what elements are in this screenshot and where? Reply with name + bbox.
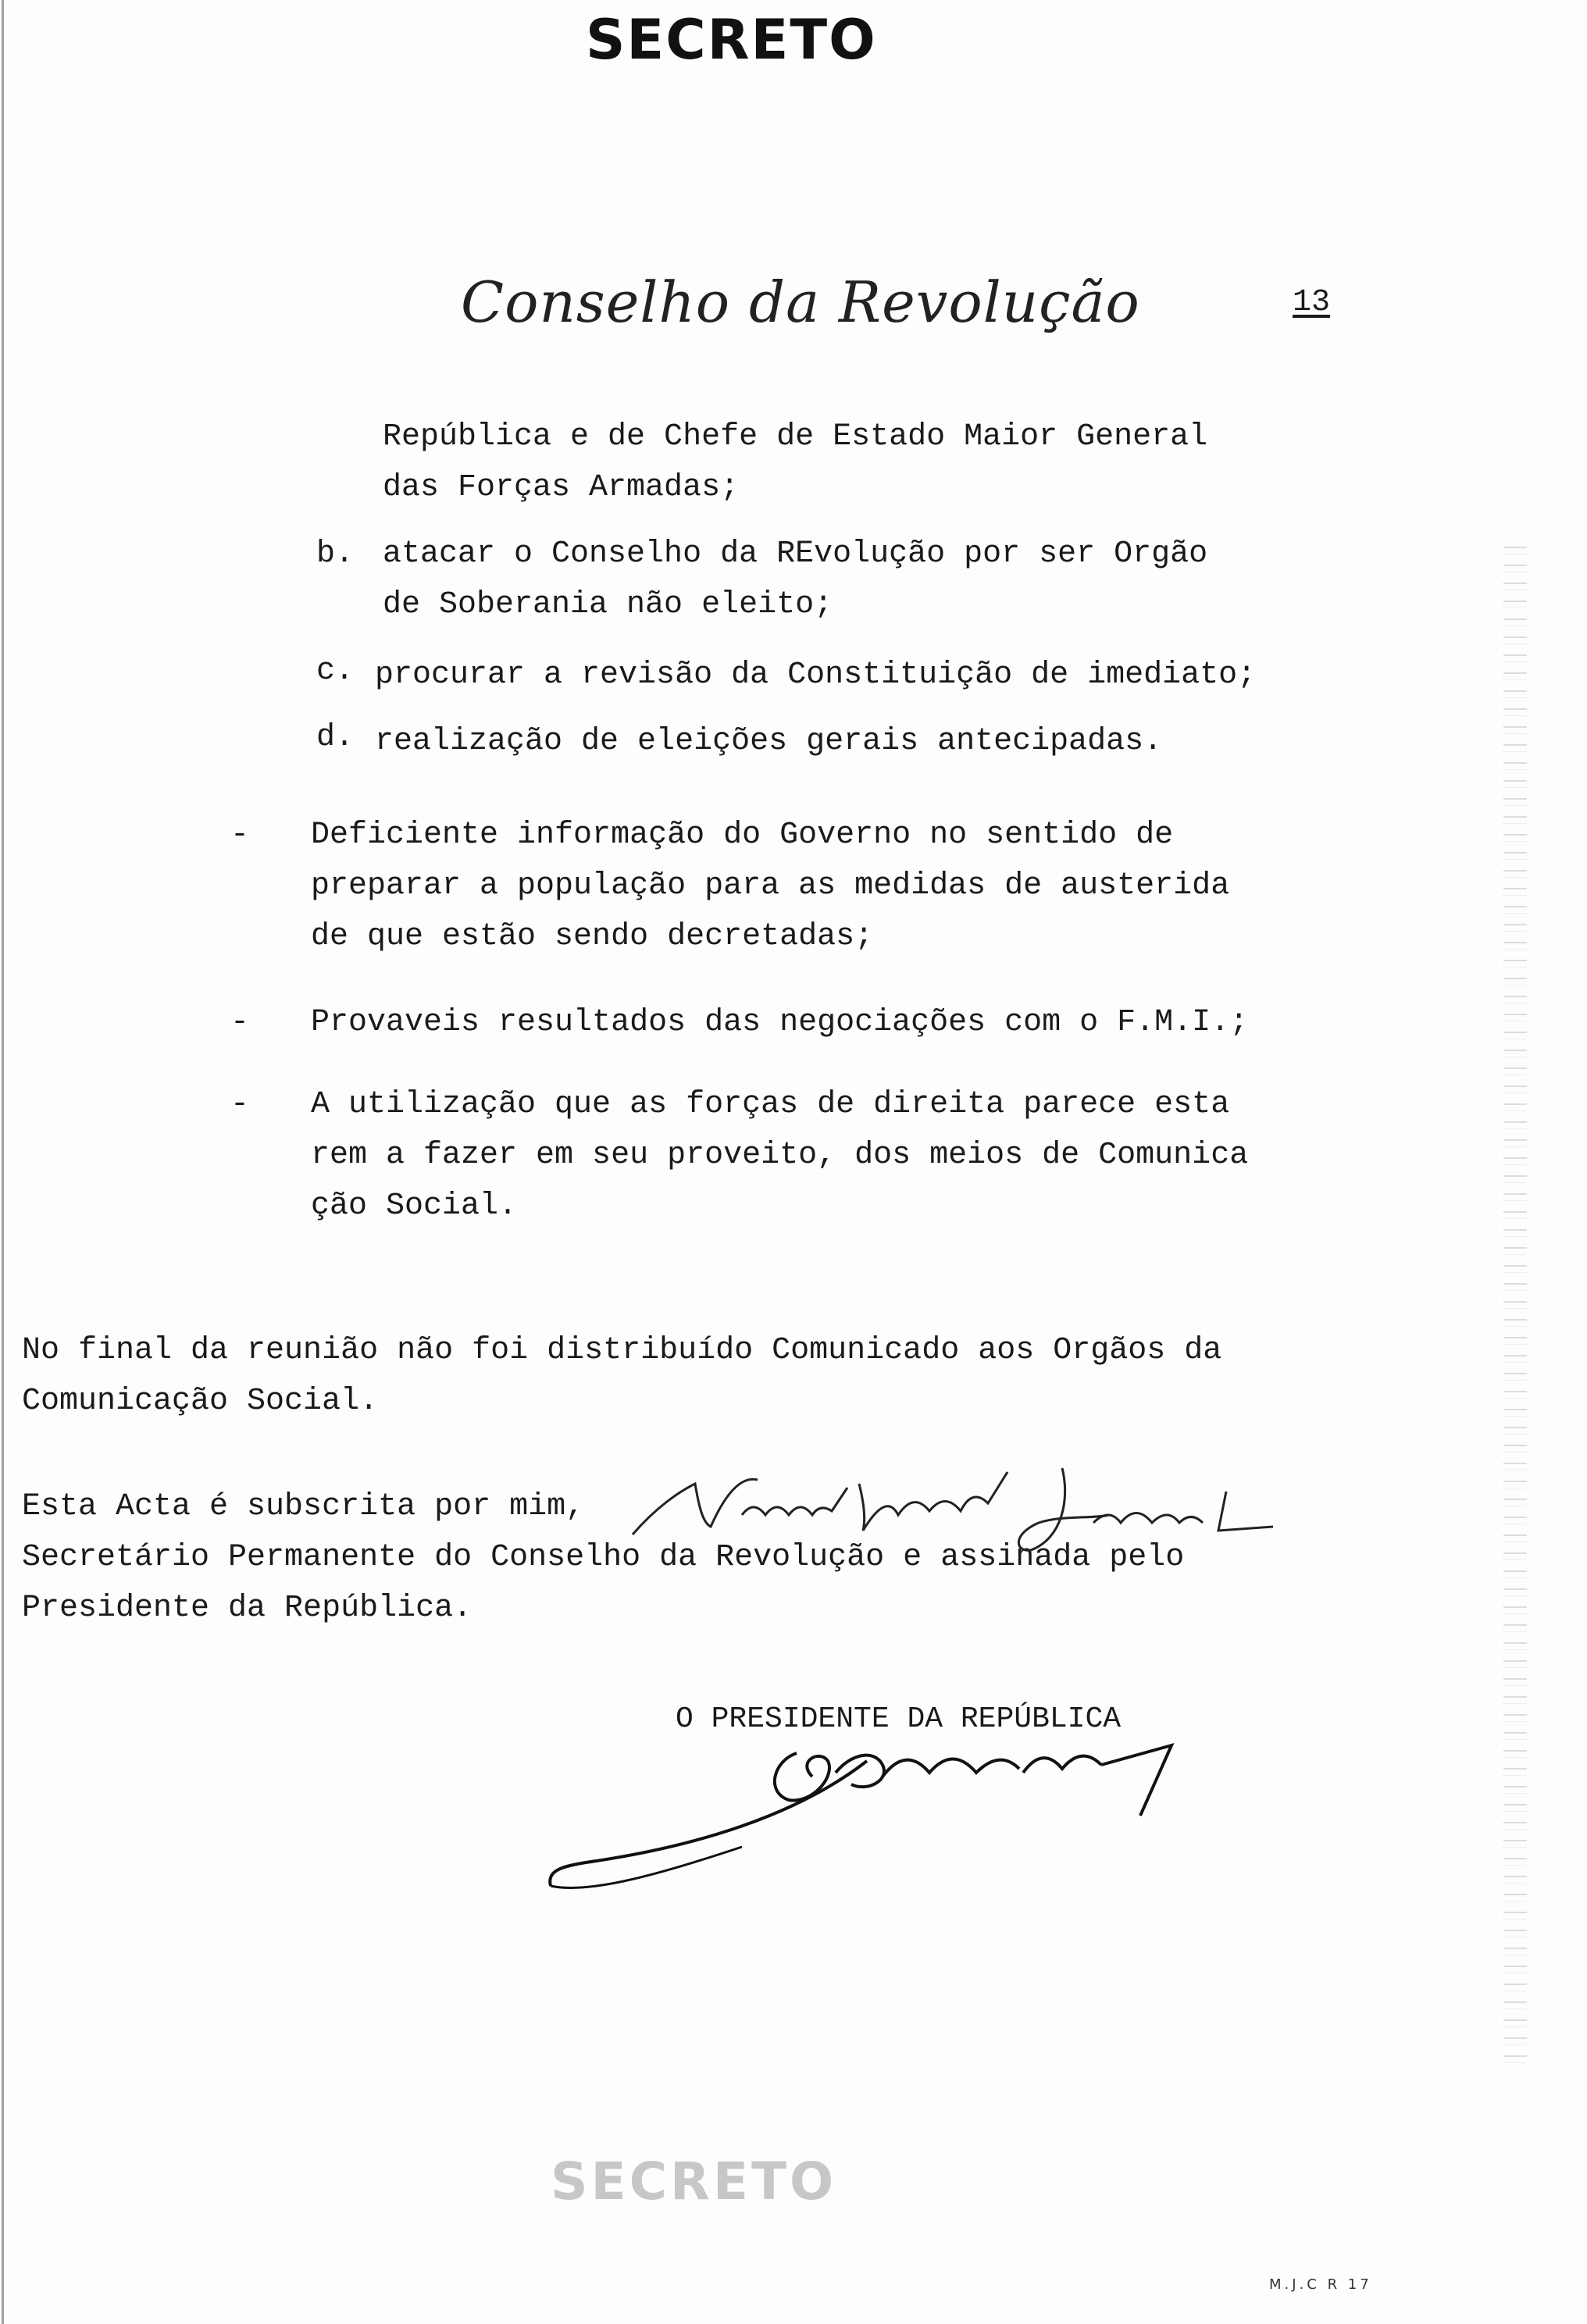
- item-b-line-2: de Soberania não eleito;: [383, 587, 833, 622]
- closing-para-2-line-3: Presidente da República.: [22, 1591, 473, 1626]
- closing-para-2-line-1: Esta Acta é subscrita por mim,: [22, 1489, 585, 1524]
- secretary-signature: [625, 1460, 1281, 1554]
- closing-para-1-line-1: No final da reunião não foi distribuído Comunicado aos Orgãos da: [22, 1333, 1222, 1368]
- bullet-1-line-2: preparar a população para as medidas de austerida: [311, 868, 1230, 904]
- bullet-3-line-2: rem a fazer em seu proveito, dos meios de Comunica: [311, 1138, 1249, 1173]
- classification-stamp-bottom: SECRETO: [551, 2151, 837, 2212]
- bullet-3-line-3: ção Social.: [311, 1189, 518, 1224]
- bullet-dash-3: -: [230, 1087, 250, 1122]
- classification-stamp-top: SECRETO: [586, 8, 877, 72]
- continuation-line-2: das Forças Armadas;: [383, 470, 740, 505]
- item-marker-c: c.: [316, 654, 355, 689]
- continuation-line-1: República e de Chefe de Estado Maior General: [383, 419, 1208, 454]
- closing-para-1-line-2: Comunicação Social.: [22, 1384, 379, 1419]
- item-b-line-1: atacar o Conselho da REvolução por ser Orgão: [383, 536, 1208, 572]
- bullet-dash-2: -: [230, 1005, 250, 1040]
- bullet-dash-1: -: [230, 818, 250, 853]
- scan-noise: [1503, 547, 1527, 2069]
- page-number: 13: [1293, 285, 1331, 320]
- bullet-1-line-1: Deficiente informação do Governo no sentido de: [311, 818, 1174, 853]
- bullet-2-line-1: Provaveis resultados das negociações com o F.M.I.;: [311, 1005, 1249, 1040]
- president-label: O PRESIDENTE DA REPÚBLICA: [676, 1702, 1122, 1736]
- scan-edge: [2, 0, 4, 2324]
- footer-code: M.J.C R 17: [1269, 2276, 1372, 2293]
- bullet-3-line-1: A utilização que as forças de direita parece esta: [311, 1087, 1230, 1122]
- letterhead-title: Conselho da Revolução: [461, 269, 1140, 335]
- item-marker-b: b.: [316, 536, 355, 572]
- item-marker-d: d.: [316, 720, 355, 755]
- closing-para-2-line-2: Secretário Permanente do Conselho da Revolução e assinada pelo: [22, 1540, 1185, 1575]
- president-signature: [539, 1730, 1218, 1909]
- item-d-line-1: realização de eleições gerais antecipadas.: [375, 724, 1163, 759]
- item-c-line-1: procurar a revisão da Constituição de imediato;: [375, 658, 1257, 693]
- bullet-1-line-3: de que estão sendo decretadas;: [311, 919, 874, 954]
